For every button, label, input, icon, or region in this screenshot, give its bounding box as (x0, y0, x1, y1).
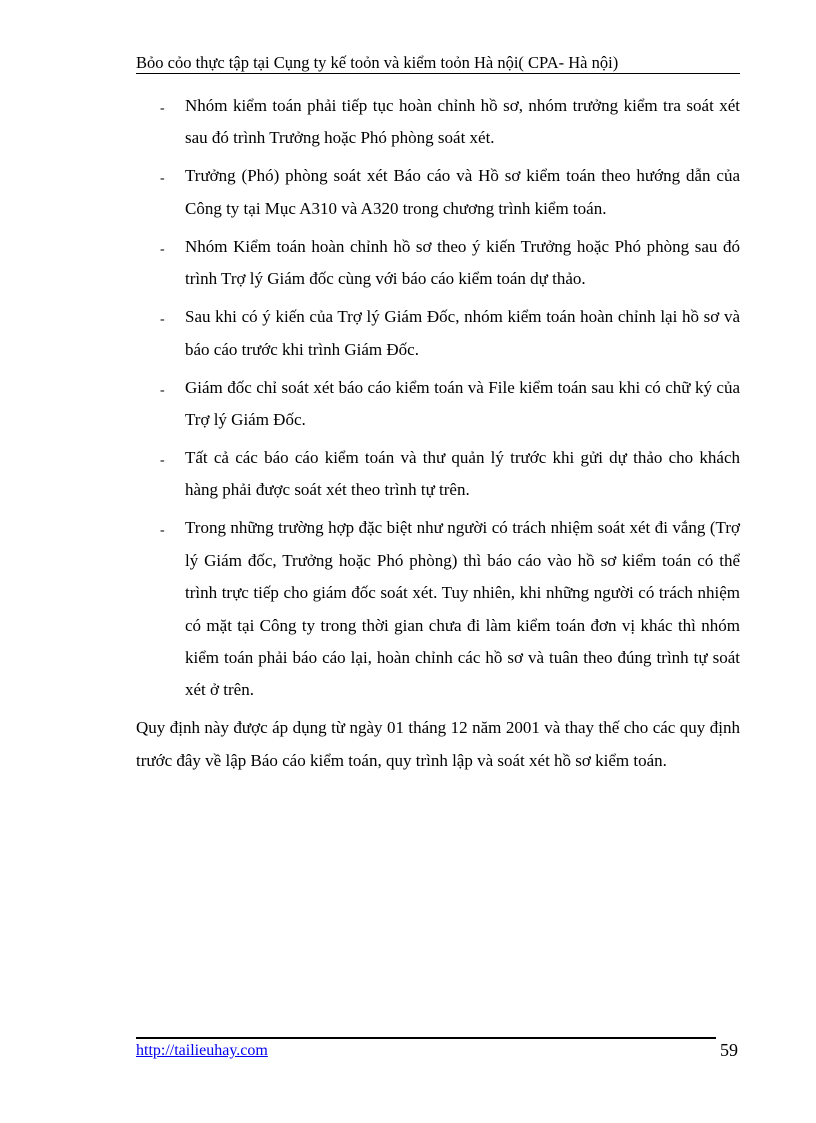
dash-bullet-icon: - (160, 241, 165, 257)
dash-bullet-icon: - (160, 453, 165, 469)
page-number: 59 (720, 1040, 738, 1060)
list-item-text: Trưởng (Phó) phòng soát xét Báo cáo và Hồ sơ kiểm toán theo hướng dẫn của Công ty tại Mục A310 và A320 trong chương trình kiểm toán. (185, 166, 740, 218)
footer-website-link[interactable]: http://tailieuhay.com (136, 1042, 268, 1059)
closing-paragraph: Quy định này được áp dụng từ ngày 01 tháng 12 năm 2001 và thay thế cho các quy định trước đây về lập Báo cáo kiểm toán, quy trình lập và soát xét hồ sơ kiểm toán. (136, 718, 740, 770)
list-item (136, 372, 740, 437)
page-header (136, 52, 740, 74)
list-item-text: Giám đốc chỉ soát xét báo cáo kiểm toán và File kiểm toán sau khi có chữ ký của Trợ lý Giám Đốc. (185, 377, 740, 430)
list-item (136, 231, 740, 296)
list-item-text: Nhóm Kiểm toán hoàn chỉnh hồ sơ theo ý kiến Trưởng hoặc Phó phòng sau đó trình Trợ lý Giám đốc cùng với báo cáo kiểm toán dự thảo. (185, 236, 740, 289)
list-item (136, 301, 740, 366)
header-divider (136, 73, 740, 74)
list-item (136, 512, 740, 706)
list-item (136, 442, 740, 507)
list-item-text: Sau khi có ý kiến của Trợ lý Giám Đốc, nhóm kiểm toán hoàn chỉnh lại hồ sơ và báo cáo trước khi trình Giám Đốc. (185, 307, 740, 359)
dash-bullet-icon: - (160, 382, 165, 398)
list-item (136, 160, 740, 225)
list-item-text: Trong những trường hợp đặc biệt như người có trách nhiệm soát xét đi vắng (Trợ lý Giám đốc, Trưởng hoặc Phó phòng) thì báo cáo vào hồ sơ kiểm toán có thể trình trực tiếp cho giám đốc soát xét. Tuy nhiên, khi những người có trách nhiệm có mặt tại Công ty trong thời gian chưa đi làm kiểm toán đơn vị khác thì nhóm kiểm toán phải báo cáo lại, hoàn chỉnh các hồ sơ và tuân theo đúng trình tự soát xét ở trên. (185, 518, 740, 700)
footer-divider (136, 1037, 716, 1039)
dash-bullet-icon: - (160, 523, 165, 539)
list-item-text: Tất cả các báo cáo kiểm toán và thư quản lý trước khi gửi dự thảo cho khách hàng phải được soát xét theo trình tự trên. (185, 448, 740, 500)
dash-bullet-icon: - (160, 101, 165, 116)
list-item (136, 90, 740, 155)
dash-bullet-icon: - (160, 171, 165, 187)
body-content (136, 90, 740, 777)
list-item-text: Nhóm kiểm toán phải tiếp tục hoàn chỉnh hồ sơ, nhóm trưởng kiểm tra soát xét sau đó trình Trưởng hoặc Phó phòng soát xét. (185, 96, 740, 148)
header-title: Bỏo cỏo thực tập tại Cụng ty kế toỏn và kiểm toỏn Hà nội( CPA- Hà nội) (136, 53, 619, 72)
dash-bullet-icon: - (160, 312, 165, 328)
procedure-list (136, 90, 740, 707)
